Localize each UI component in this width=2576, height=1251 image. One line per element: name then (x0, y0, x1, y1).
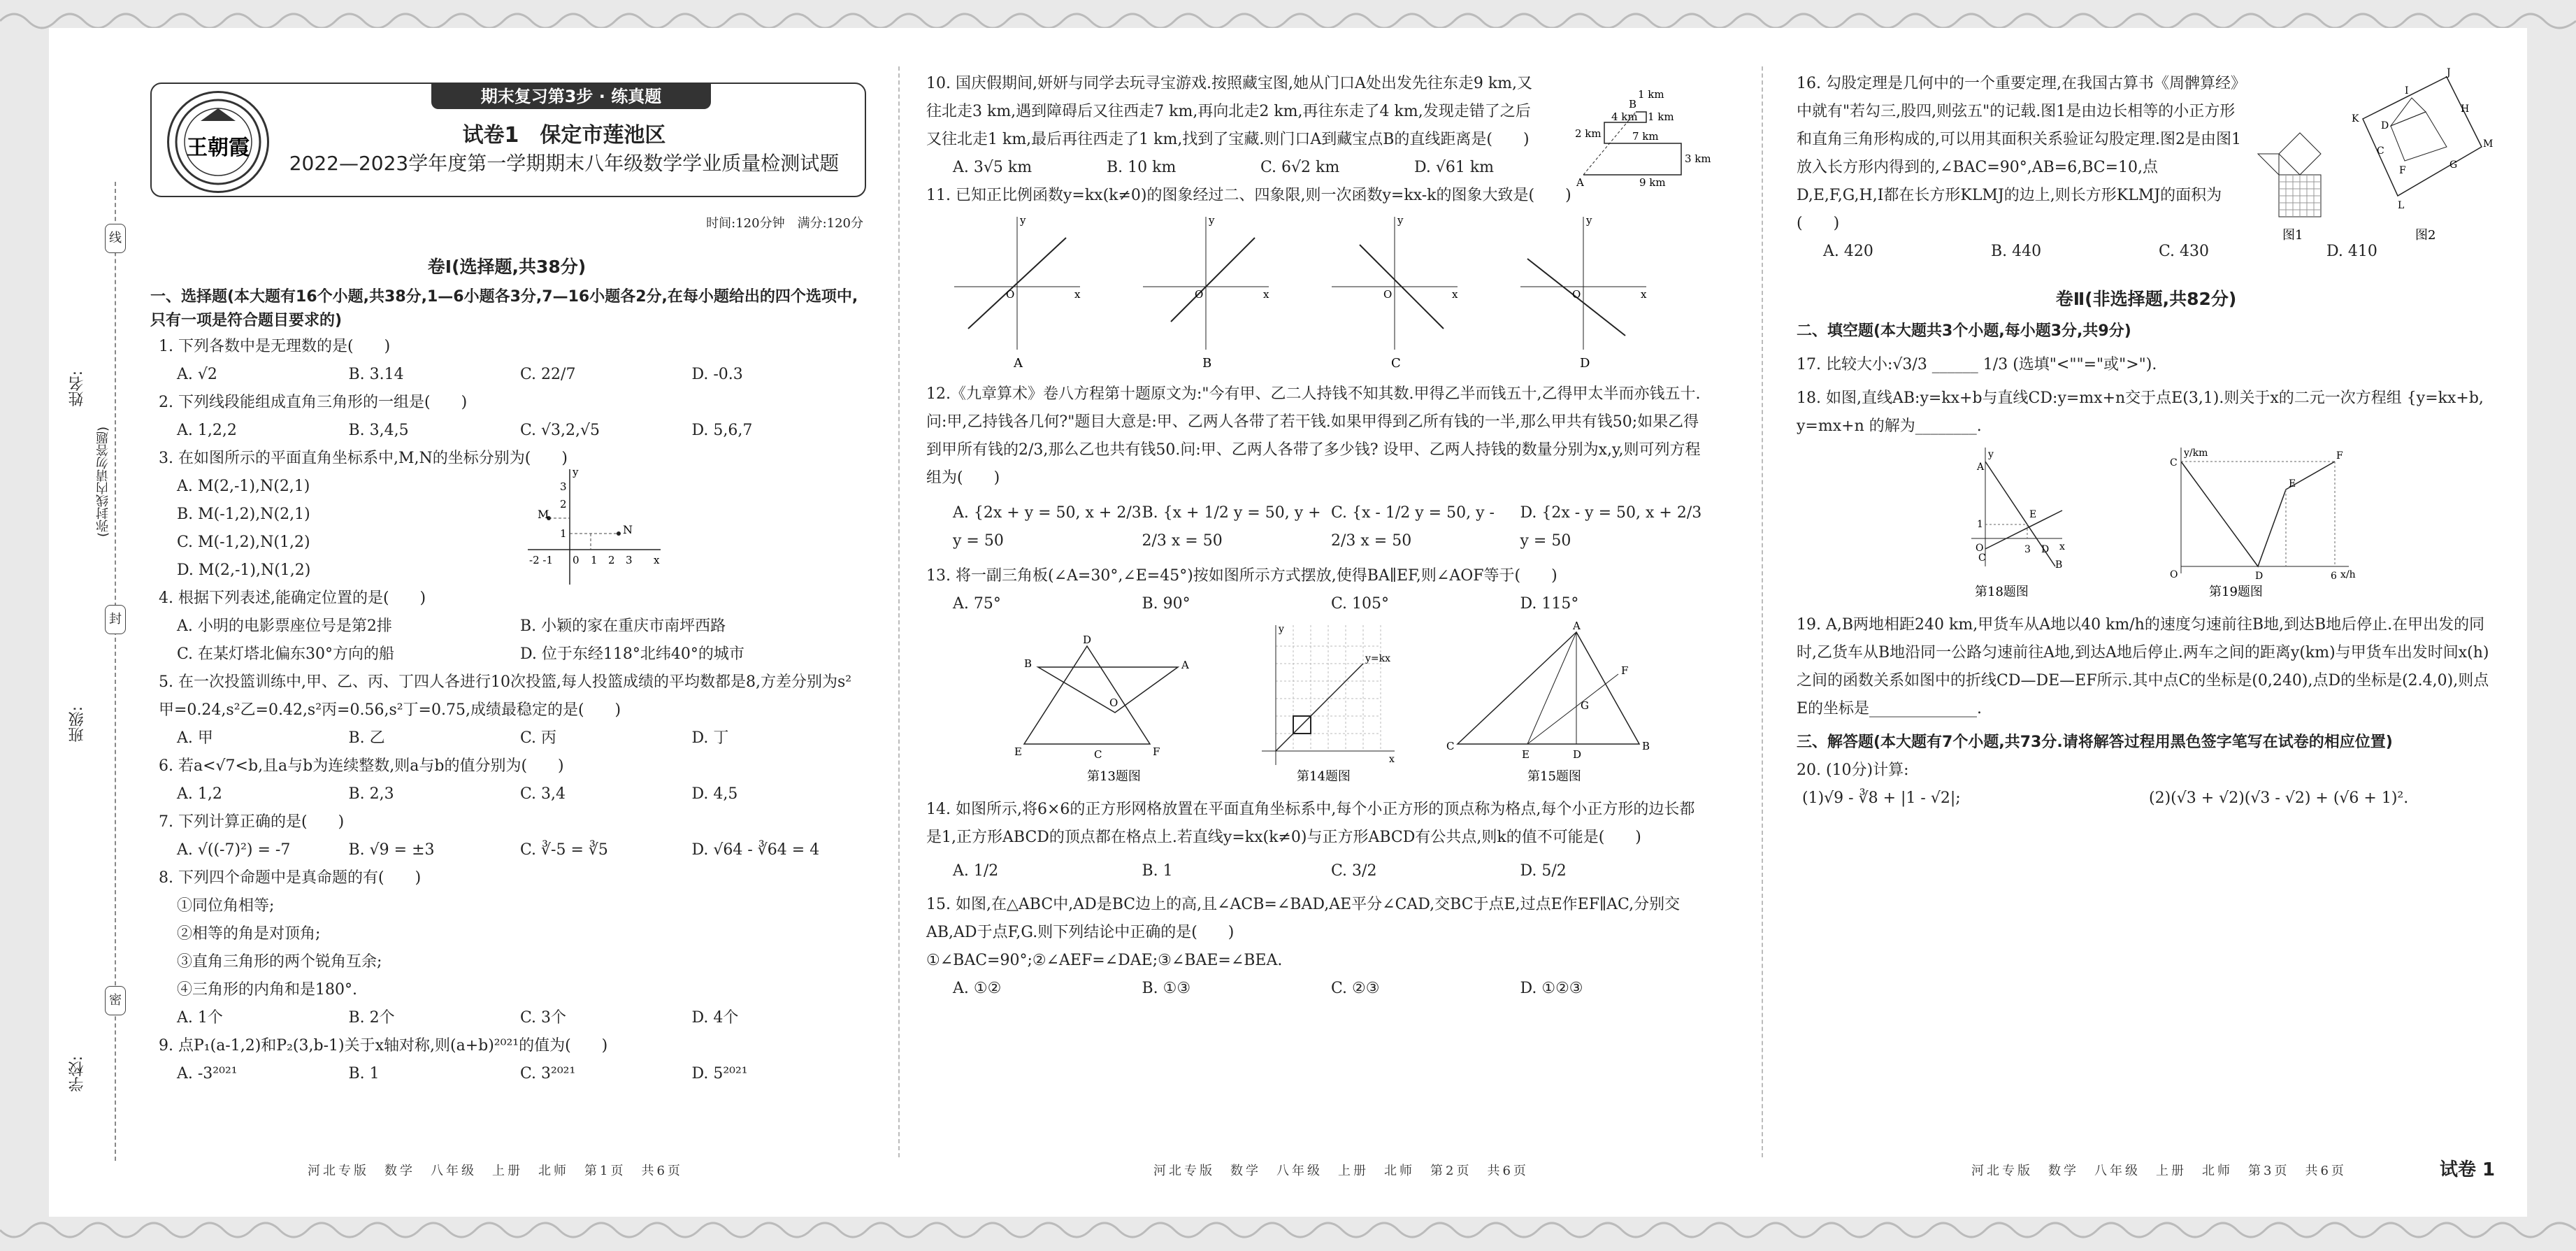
q4-options-row2 (150, 641, 863, 669)
footer-page-3: 河北专版 数学 八年级 上册 北师 第3页 共6页 (1971, 1164, 2347, 1178)
svg-text:L: L (2398, 200, 2405, 211)
svg-text:y: y (1020, 214, 1026, 227)
svg-text:2 km: 2 km (1575, 127, 1602, 140)
q11-label-c: C (1391, 356, 1401, 371)
q1-option-d: D. -0.3 (691, 366, 743, 383)
q20-part-2: (2)(√3 + √2)(√3 - √2) + (√6 + 1)². (2149, 789, 2409, 807)
svg-text:-2 -1: -2 -1 (529, 554, 553, 566)
q10-option-c: C. 6√2 km (1260, 159, 1340, 176)
q8-statement-1: ①同位角相等; (177, 897, 275, 915)
svg-text:N: N (623, 523, 633, 536)
svg-text:M: M (538, 508, 549, 521)
q13-option-c: C. 105° (1331, 595, 1390, 613)
q14-options (926, 857, 1709, 885)
q5-option-b: B. 乙 (348, 729, 385, 747)
q4-option-a: A. 小明的电影票座位号是第2排 (177, 617, 392, 635)
q1-option-a: A. √2 (177, 366, 217, 383)
svg-text:D: D (2255, 571, 2264, 582)
column-1 (150, 210, 863, 1088)
q13-options (926, 590, 1709, 618)
school-label: 学校: (69, 1056, 86, 1092)
svg-text:D: D (1573, 748, 1582, 761)
exam-subtitle: 2022—2023学年度第一学期期末八年级数学学业质量检测试题 (289, 152, 840, 175)
q8-statement-4: ④三角形的内角和是180°. (177, 981, 357, 999)
q2-option-d: D. 5,6,7 (691, 422, 753, 439)
q6-option-a: A. 1,2 (177, 785, 222, 803)
svg-text:E: E (1522, 748, 1530, 761)
q2-options (150, 417, 863, 445)
svg-text:H: H (2461, 103, 2470, 115)
q12-option-c: C. {x - 1/2 y = 50, y - 2/3 x = 50 (1331, 504, 1495, 550)
q4-option-c: C. 在某灯塔北偏东30°方向的船 (177, 645, 395, 663)
svg-text:K: K (2352, 113, 2359, 124)
q8-stem: 8. 下列四个命题中是真命题的有( ) (159, 869, 422, 887)
column-divider-1 (898, 66, 900, 1157)
q14-option-d: D. 5/2 (1520, 862, 1567, 880)
bottom-wave-border (0, 1223, 2576, 1251)
q2-option-b: B. 3,4,5 (348, 422, 409, 439)
seal-box-line: 线 (105, 224, 126, 253)
q18-stem: 18. 如图,直线AB:y=kx+b与直线CD:y=mx+n交于点E(3,1).则关于x的二元一次方程组 {y=kx+b, y=mx+n 的解为________. (1797, 389, 2484, 435)
q20-part-1: (1)√9 - ∛8 + |1 - √2|; (1802, 789, 1961, 807)
svg-text:1 km: 1 km (1638, 88, 1664, 101)
part1-title: 卷Ⅰ(选择题,共38分) (427, 257, 587, 277)
q14-stem: 14. 如图所示,将6×6的正方形网格放置在平面直角坐标系中,每个小正方形的顶点称为格点,每个小正方形的边长都是1,正方形ABCD的顶点都在格点上.若直线y=kx(k≠0)与正方形ABCD有公共点,则k的值不可能是( ) (926, 801, 1695, 846)
q8-option-d: D. 4个 (691, 1009, 739, 1027)
svg-text:3: 3 (626, 554, 633, 566)
q12-option-d: D. {2x - y = 50, x + 2/3 y = 50 (1520, 504, 1702, 550)
q10-option-a: A. 3√5 km (953, 159, 1032, 176)
svg-text:E: E (1014, 745, 1022, 758)
q13-stem: 13. 将一副三角板(∠A=30°,∠E=45°)按如图所示方式摆放,使得BA∥EF,则∠AOF等于( ) (926, 567, 1557, 585)
svg-text:x: x (1389, 754, 1395, 765)
q8-option-a: A. 1个 (177, 1009, 223, 1027)
svg-text:D: D (2381, 120, 2389, 131)
publisher-logo (167, 91, 269, 193)
svg-text:y: y (1209, 214, 1215, 227)
q1-option-b: B. 3.14 (348, 366, 404, 383)
fig16-label-2: 图2 (2415, 228, 2436, 243)
q20-parts (1797, 785, 2496, 813)
q10-options (926, 154, 1568, 182)
q6-option-c: C. 3,4 (520, 785, 566, 803)
q16-block (1797, 67, 2496, 243)
q15-statements: ①∠BAC=90°;②∠AEF=∠DAE;③∠BAE=∠BEA. (926, 952, 1283, 969)
q5-option-c: C. 丙 (520, 729, 557, 747)
q7-stem: 7. 下列计算正确的是( ) (159, 813, 345, 831)
q7-options (150, 836, 863, 864)
q8-option-b: B. 2个 (348, 1009, 395, 1027)
svg-text:1: 1 (560, 527, 567, 540)
svg-text:x: x (654, 554, 660, 566)
svg-text:x: x (1641, 288, 1647, 301)
svg-text:O: O (1383, 288, 1393, 301)
seal-box-secret: 密 (105, 986, 126, 1015)
svg-text:O: O (1006, 288, 1015, 301)
q11-graph-d (1520, 214, 1647, 350)
q9-options (150, 1060, 863, 1088)
fig19-caption: 第19题图 (2209, 585, 2263, 599)
q3-option-a: A. M(2,-1),N(2,1) (177, 478, 310, 495)
footer-page-2: 河北专版 数学 八年级 上册 北师 第2页 共6页 (1153, 1164, 1529, 1178)
q8-option-c: C. 3个 (520, 1009, 567, 1027)
q11-stem: 11. 已知正比例函数y=kx(k≠0)的图象经过二、四象限,则一次函数y=kx-k的图象大致是( ) (926, 187, 1571, 204)
paper-number: 试卷 1 (2440, 1159, 2496, 1180)
svg-text:B: B (2055, 559, 2063, 571)
exam-title: 试卷1 保定市莲池区 (462, 123, 666, 148)
seal-box-seal: 封 (105, 605, 126, 634)
q6-option-b: B. 2,3 (348, 785, 394, 803)
q12-option-b: B. {x + 1/2 y = 50, y + 2/3 x = 50 (1142, 504, 1321, 550)
q7-option-b: B. √9 = ±3 (348, 841, 435, 859)
q5-stem: 5. 在一次投篮训练中,甲、乙、丙、丁四人各进行10次投篮,每人投篮成绩的平均数都是8,方差分别为s²甲=0.24,s²乙=0.42,s²丙=0.56,s²丁=0.75,成绩最稳定的是( ) (159, 673, 852, 719)
svg-text:1: 1 (591, 554, 598, 566)
svg-text:y: y (1586, 214, 1592, 227)
svg-text:A: A (1573, 620, 1581, 632)
q3-coordinate-figure (521, 466, 668, 588)
column-2 (926, 70, 1709, 1003)
section2-heading: 二、填空题(本大题共3个小题,每小题3分,共9分) (1797, 322, 2131, 340)
svg-text:M: M (2483, 138, 2494, 150)
q10-stem: 10. 国庆假期间,妍妍与同学去玩寻宝游戏.按照藏宝图,她从门口A处出发先往东走9 km,又往北走3 km,遇到障碍后又往西走7 km,再向北走2 km,再往东走了4 km,发现走错了之后又往北走1 km,最后再往西走了1 km,找到了宝藏.则门口A到藏宝点B的直线距离是( ) (926, 75, 1533, 148)
q2-option-a: A. 1,2,2 (177, 422, 237, 439)
svg-text:F: F (1621, 664, 1629, 677)
q2-stem: 2. 下列线段能组成直角三角形的一组是( ) (159, 394, 468, 411)
q4-stem: 4. 根据下列表述,能确定位置的是( ) (159, 589, 426, 607)
q6-option-d: D. 4,5 (691, 785, 738, 803)
name-label: 姓名: (69, 371, 86, 407)
q1-options (150, 361, 863, 389)
svg-text:A: A (1181, 659, 1189, 671)
section1-heading: 一、选择题(本大题有16个小题,共38分,1—6小题各3分,7—16小题各2分,在每小题给出的四个选项中,只有一项是符合题目要求的) (150, 288, 858, 329)
q4-options-row1 (150, 613, 863, 641)
exam-time: 时间:120分钟 满分:120分 (706, 216, 863, 231)
svg-text:7 km: 7 km (1632, 130, 1659, 143)
svg-text:C: C (1446, 740, 1455, 752)
svg-text:x: x (1452, 288, 1458, 301)
q11-graph-a (954, 214, 1081, 350)
q11-label-a: A (1014, 356, 1023, 371)
svg-text:2: 2 (608, 554, 615, 566)
svg-text:D: D (2041, 544, 2050, 555)
figures-13-14-15 (926, 618, 1695, 786)
q5-option-a: A. 甲 (177, 729, 213, 747)
q16-option-b: B. 440 (1991, 243, 2042, 260)
q11-graph-b (1143, 214, 1269, 350)
svg-text:C: C (2170, 457, 2178, 469)
fig15-caption: 第15题图 (1527, 769, 1581, 784)
q6-stem: 6. 若a<√7<b,且a与b为连续整数,则a与b的值分别为( ) (159, 757, 564, 775)
q2-option-c: C. √3,2,√5 (520, 422, 600, 439)
q3-option-c: C. M(-1,2),N(1,2) (177, 534, 310, 551)
svg-text:O: O (1572, 288, 1581, 301)
q9-option-d: D. 5²⁰²¹ (691, 1065, 748, 1082)
q16-option-c: C. 430 (2159, 243, 2210, 260)
q5-option-d: D. 丁 (691, 729, 729, 747)
svg-text:y: y (573, 466, 579, 478)
footer-page-1: 河北专版 数学 八年级 上册 北师 第1页 共6页 (308, 1164, 683, 1178)
q13-option-b: B. 90° (1142, 595, 1190, 613)
q16-figure-2 (2352, 67, 2493, 211)
svg-text:y: y (1279, 624, 1284, 635)
figure-13 (1014, 634, 1189, 761)
svg-text:F: F (2336, 450, 2343, 462)
svg-text:1: 1 (1977, 519, 1983, 530)
q15-stem: 15. 如图,在△ABC中,AD是BC边上的高,且∠ACB=∠BAD,AE平分∠CAD,交BC于点E,过点E作EF∥AC,分别交AB,AD于点F,G.则下列结论中正确的是( ) (926, 896, 1681, 941)
q4-option-b: B. 小颖的家在重庆市南坪西路 (520, 617, 726, 635)
svg-text:C: C (2377, 145, 2384, 157)
q7-option-d: D. √64 - ∛64 = 4 (691, 841, 820, 859)
q19-stem: 19. A,B两地相距240 km,甲货车从A地以40 km/h的速度匀速前往B地,到达B地后停止.在甲出发的同时,乙货车从B地沿同一公路匀速前往A地,到达A地后停止.两车之间的距离y(km)与甲货车出发时间x(h)之间的函数关系如图中的折线CD—DE—EF所示.其中点C的坐标是(0,240),点D的坐标是(2.4,0),则点E的坐标是______________. (1797, 616, 2489, 717)
q9-option-a: A. -3²⁰²¹ (177, 1065, 238, 1082)
q6-options (150, 780, 863, 808)
q3-block (150, 466, 863, 585)
q13-option-d: D. 115° (1520, 595, 1579, 613)
part2-title: 卷Ⅱ(非选择题,共82分) (2055, 289, 2237, 309)
q15-options (926, 975, 1709, 1003)
svg-text:1 km: 1 km (1648, 110, 1674, 123)
svg-text:F: F (1153, 745, 1160, 758)
svg-text:F: F (2399, 165, 2406, 176)
figure-15 (1446, 620, 1650, 761)
q14-option-b: B. 1 (1142, 862, 1173, 880)
svg-text:y: y (1988, 449, 1994, 460)
svg-text:2: 2 (560, 498, 567, 510)
svg-text:G: G (2449, 159, 2458, 171)
class-label: 班级: (69, 706, 86, 743)
fig16-label-1: 图1 (2282, 228, 2303, 243)
q15-option-d: D. ①②③ (1520, 980, 1583, 997)
q5-options (150, 724, 863, 752)
svg-text:O: O (1109, 696, 1118, 709)
svg-text:y: y (1397, 214, 1404, 227)
svg-text:6: 6 (2331, 571, 2337, 582)
svg-text:B: B (1024, 657, 1032, 670)
q14-option-a: A. 1/2 (953, 862, 999, 880)
column-3 (1797, 67, 2496, 813)
q9-option-b: B. 1 (348, 1065, 380, 1082)
svg-text:3 km: 3 km (1685, 152, 1711, 165)
svg-text:E: E (2029, 509, 2037, 520)
svg-text:x: x (1263, 288, 1269, 301)
svg-text:王朝霞: 王朝霞 (187, 136, 250, 160)
q8-options (150, 1004, 863, 1032)
section3-heading: 三、解答题(本大题有7个小题,共73分.请将解答过程用黑色签字笔写在试卷的相应位置) (1797, 734, 2393, 751)
svg-text:A: A (1576, 176, 1584, 189)
q12-option-a: A. {2x + y = 50, x + 2/3 y = 50 (953, 504, 1142, 550)
fig13-caption: 第13题图 (1087, 769, 1141, 784)
q7-option-a: A. √((-7)²) = -7 (177, 841, 291, 859)
svg-text:E: E (2289, 478, 2296, 489)
svg-text:y/km: y/km (2184, 448, 2208, 459)
q11-label-d: D (1580, 356, 1590, 371)
q13-option-a: A. 75° (953, 595, 1001, 613)
review-step-tab: 期末复习第3步 · 练真题 (431, 84, 711, 109)
q15-option-c: C. ②③ (1331, 980, 1380, 997)
seal-note: (弥封线内请勿答题) (96, 427, 110, 538)
svg-text:O: O (2170, 569, 2178, 580)
q10-option-b: B. 10 km (1107, 159, 1177, 176)
q16-stem: 16. 勾股定理是几何中的一个重要定理,在我国古算书《周髀算经》中就有"若勾三,股四,则弦五"的记载.图1是由边长相等的小正方形和直角三角形构成的,可以用其面积关系验证勾股定理.图2是由图1放入长方形内得到的,∠BAC=90°,AB=6,BC=10,点D,E,F,G,H,I都在长方形KLMJ的边上,则长方形KLMJ的面积为( ) (1797, 75, 2241, 232)
q9-option-c: C. 3²⁰²¹ (520, 1065, 576, 1082)
q12-options (926, 499, 1709, 555)
q8-statement-3: ③直角三角形的两个锐角互余; (177, 953, 382, 971)
svg-text:9 km: 9 km (1639, 176, 1666, 189)
column-divider-2 (1762, 66, 1763, 1157)
q3-option-d: D. M(2,-1),N(1,2) (177, 562, 311, 579)
q11-label-b: B (1202, 356, 1212, 371)
q16-figures (2251, 67, 2494, 245)
svg-text:y=kx: y=kx (1365, 653, 1391, 664)
q12-stem: 12.《九章算术》卷八方程第十题原文为:"今有甲、乙二人持钱不知其数.甲得乙半而钱五十,乙得甲太半而亦钱五十.问:甲,乙持钱各几何?"题目大意是:甲、乙两人各带了若干钱.如果甲得到乙所有钱的一半,那么甲共有钱50;如果乙得到甲所有钱的2/3,那么乙也共有钱50.问:甲、乙两人各带了多少钱? 设甲、乙两人持钱的数量分别为x,y,则可列方程组为( ) (926, 385, 1701, 487)
q11-graph-options (926, 210, 1695, 371)
figure-14 (1262, 624, 1395, 765)
q8-statement-2: ②相等的角是对顶角; (177, 925, 321, 943)
q15-option-a: A. ①② (953, 980, 1002, 997)
q1-option-c: C. 22/7 (520, 366, 576, 383)
svg-text:A: A (1977, 462, 1985, 473)
svg-text:C: C (1978, 552, 1986, 564)
exam-header-banner (150, 83, 866, 197)
svg-text:J: J (2447, 67, 2451, 78)
svg-text:D: D (1083, 634, 1092, 646)
svg-text:B: B (1642, 740, 1650, 752)
q3-stem: 3. 在如图所示的平面直角坐标系中,M,N的坐标分别为( ) (159, 450, 568, 467)
svg-text:x/h: x/h (2340, 569, 2356, 580)
fig18-caption: 第18题图 (1975, 585, 2029, 599)
svg-text:C: C (1094, 748, 1102, 761)
q9-stem: 9. 点P₁(a-1,2)和P₂(3,b-1)关于x轴对称,则(a+b)²⁰²¹的值为( ) (159, 1037, 608, 1055)
fig14-caption: 第14题图 (1297, 769, 1351, 784)
top-wave-border (0, 0, 2576, 28)
q1-stem: 1. 下列各数中是无理数的是( ) (159, 338, 391, 355)
q14-option-c: C. 3/2 (1331, 862, 1377, 880)
q16-figure-1 (2258, 133, 2321, 217)
svg-text:x: x (2059, 541, 2065, 552)
svg-text:G: G (1581, 699, 1589, 712)
svg-text:B: B (1629, 98, 1637, 110)
q7-option-c: C. ∛-5 = ∛5 (520, 841, 608, 859)
q20-stem: 20. (10分)计算: (1797, 762, 1909, 779)
svg-text:O: O (1976, 543, 1984, 554)
figure-19 (2170, 448, 2356, 582)
figures-18-19 (1797, 441, 2482, 601)
q16-option-a: A. 420 (1823, 243, 1873, 260)
q11-graph-c (1332, 214, 1458, 350)
svg-text:x: x (1074, 288, 1081, 301)
q17-stem: 17. 比较大小:√3/3 ______ 1/3 (选填"<""="或">"). (1797, 356, 2157, 373)
q4-option-d: D. 位于东经118°北纬40°的城市 (520, 645, 744, 663)
svg-text:4 km: 4 km (1611, 110, 1638, 123)
svg-text:I: I (2405, 85, 2409, 96)
q10-option-d: D. √61 km (1414, 159, 1495, 176)
svg-text:3: 3 (2024, 544, 2031, 555)
q15-option-b: B. ①③ (1142, 980, 1191, 997)
svg-text:0: 0 (573, 554, 580, 566)
q3-option-b: B. M(-1,2),N(2,1) (177, 506, 310, 523)
svg-text:O: O (1195, 288, 1204, 301)
figure-18 (1971, 448, 2065, 571)
q16-option-d: D. 410 (2326, 243, 2377, 260)
q10-treasure-map-figure (1541, 70, 1711, 189)
svg-text:3: 3 (560, 480, 567, 493)
